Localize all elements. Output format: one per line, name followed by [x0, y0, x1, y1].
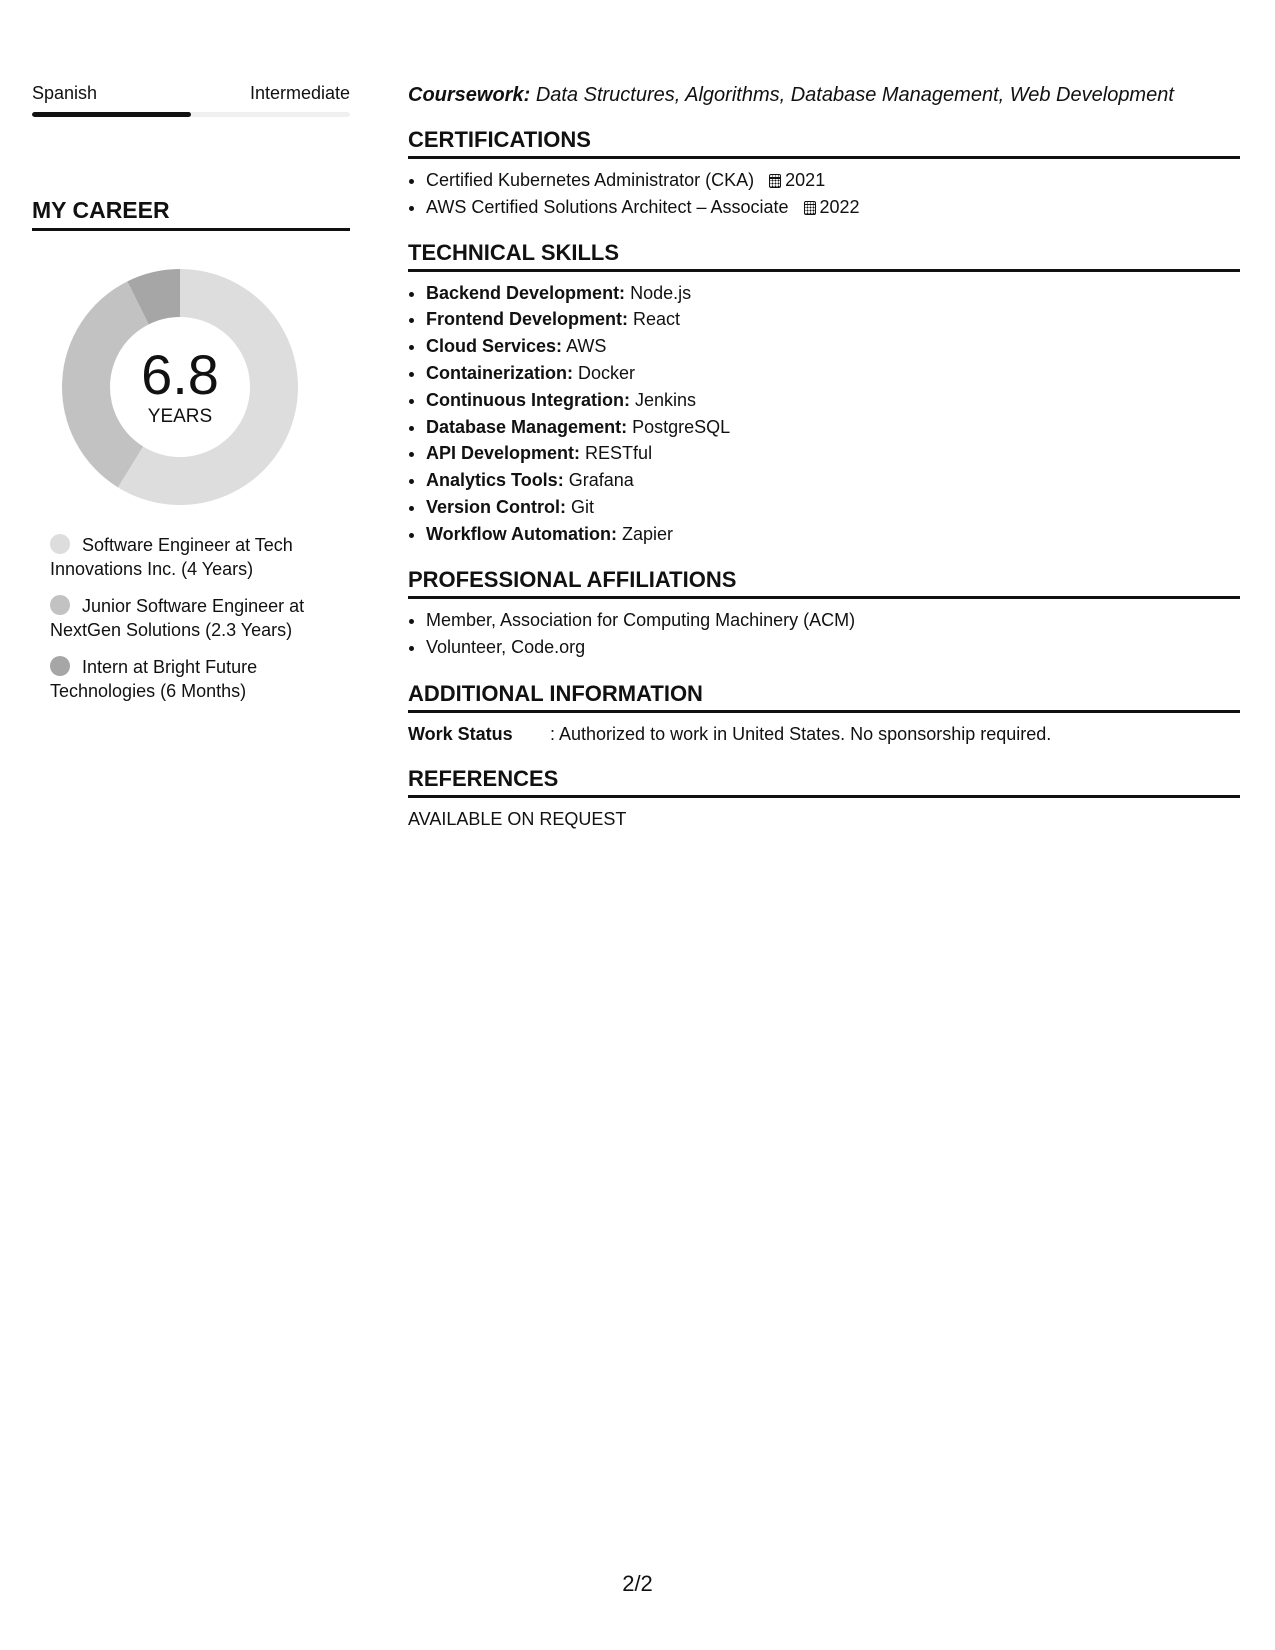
skill-value: Zapier — [622, 523, 674, 544]
career-total-value: 6.8 — [141, 343, 219, 406]
skill-label: Frontend Development: — [426, 309, 629, 330]
certifications-heading: CERTIFICATIONS — [408, 126, 1240, 159]
language-row — [32, 80, 350, 106]
skill-value: PostgreSQL — [632, 416, 731, 437]
calendar-icon — [804, 201, 816, 215]
additional-info-heading: ADDITIONAL INFORMATION — [408, 680, 1240, 713]
legend-label: Junior Software Engineer at NextGen Solutions (2.3 Years) — [50, 596, 305, 640]
work-status-row — [408, 721, 1240, 747]
affiliation-item: • Member, Association for Computing Machinery (ACM) — [426, 607, 1240, 635]
coursework — [408, 80, 1240, 110]
skill-item — [426, 440, 1240, 467]
page-number: 2/2 — [622, 1571, 653, 1596]
legend-item — [50, 594, 350, 642]
certification-item — [426, 167, 1240, 194]
references-text: AVAILABLE ON REQUEST — [408, 808, 627, 829]
left-column — [32, 80, 350, 716]
certification-year-text: 2021 — [785, 170, 826, 190]
donut-center — [56, 263, 304, 511]
skill-label: Cloud Services: — [426, 336, 563, 357]
certification-year-text: 2022 — [819, 196, 860, 217]
skill-item — [426, 333, 1240, 360]
legend-item — [50, 533, 350, 581]
skill-item — [426, 521, 1240, 548]
affiliation-item: • Volunteer, Code.org — [426, 634, 1240, 662]
skill-label: Analytics Tools: — [426, 470, 564, 491]
technical-skills-heading: TECHNICAL SKILLS — [408, 239, 1240, 272]
certification-name: Certified Kubernetes Administrator (CKA) — [426, 170, 755, 190]
work-status-label: Work Status — [408, 723, 513, 744]
skill-label: Continuous Integration: — [426, 389, 630, 410]
career-total-unit: YEARS — [147, 406, 213, 427]
legend-label: Intern at Bright Future Technologies (6 Months) — [50, 657, 258, 701]
language-proficiency-bar — [32, 112, 350, 117]
skill-item — [426, 387, 1240, 414]
skill-label: Version Control: — [426, 496, 567, 517]
skill-value: Grafana — [568, 470, 634, 491]
legend-dot — [50, 534, 70, 554]
skill-label: Database Management: — [426, 416, 628, 437]
certification-year — [769, 167, 825, 194]
affiliations-list — [408, 607, 1240, 662]
skill-label: Workflow Automation: — [426, 523, 617, 544]
skill-item — [426, 360, 1240, 387]
certification-item — [426, 194, 1240, 221]
legend-item — [50, 655, 350, 703]
career-legend — [50, 533, 350, 703]
skill-label: Backend Development: — [426, 282, 626, 303]
work-status-value: : Authorized to work in United States. No sponsorship required. — [550, 723, 1052, 744]
skill-label: Containerization: — [426, 362, 573, 383]
certification-name: AWS Certified Solutions Architect – Associate — [426, 196, 789, 217]
skill-item — [426, 306, 1240, 333]
calendar-icon — [769, 174, 781, 188]
language-level: Intermediate — [249, 83, 350, 103]
skill-value: React — [633, 309, 681, 330]
coursework-text: Data Structures, Algorithms, Database Management, Web Development — [535, 84, 1174, 106]
skill-value: Docker — [578, 362, 636, 383]
skill-item — [426, 414, 1240, 441]
legend-dot — [50, 595, 70, 615]
skill-item — [426, 467, 1240, 494]
skill-item — [426, 494, 1240, 521]
skill-label: API Development: — [426, 443, 581, 464]
skill-value: Git — [571, 496, 595, 517]
career-heading: MY CAREER — [32, 195, 350, 231]
certification-year — [804, 194, 860, 221]
affiliations-heading: PROFESSIONAL AFFILIATIONS — [408, 566, 1240, 599]
skill-item — [426, 280, 1240, 307]
legend-label: Software Engineer at Tech Innovations Inc. (4 Years) — [50, 535, 293, 579]
career-donut-chart — [56, 263, 304, 511]
language-proficiency-fill — [32, 112, 191, 117]
coursework-label: Coursework: — [408, 84, 531, 106]
skill-value: Jenkins — [634, 389, 697, 410]
technical-skills-list — [408, 280, 1240, 548]
certifications-list — [408, 167, 1240, 221]
skill-value: RESTful — [585, 443, 653, 464]
right-column — [408, 80, 1240, 832]
legend-dot — [50, 656, 70, 676]
skill-value: Node.js — [630, 282, 692, 303]
language-name: Spanish — [32, 83, 98, 103]
references-heading: REFERENCES — [408, 765, 1240, 798]
skill-value: AWS — [566, 336, 607, 357]
